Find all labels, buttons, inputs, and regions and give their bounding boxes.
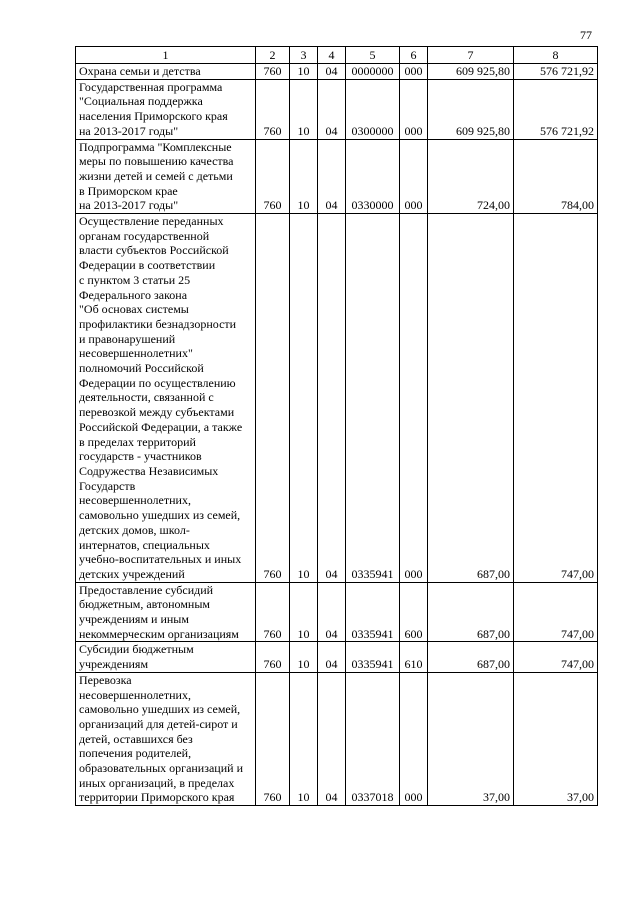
- row-code-expense-type: 000: [400, 79, 428, 139]
- row-amount-2: 37,00: [514, 672, 598, 805]
- column-header: 8: [514, 47, 598, 64]
- table-header-row: [76, 47, 598, 64]
- page-number: 77: [580, 28, 592, 42]
- row-amount-1: 687,00: [428, 642, 514, 672]
- row-code-expense-type: 000: [400, 139, 428, 214]
- row-amount-2: 747,00: [514, 214, 598, 583]
- row-name: Охрана семьи и детства: [76, 64, 256, 80]
- row-amount-2: 784,00: [514, 139, 598, 214]
- row-code-section: 10: [290, 79, 318, 139]
- row-amount-1: 609 925,80: [428, 64, 514, 80]
- row-code-expense-type: 000: [400, 672, 428, 805]
- row-code-subsection: 04: [318, 672, 346, 805]
- row-code-expense-type: 600: [400, 582, 428, 642]
- row-amount-1: 724,00: [428, 139, 514, 214]
- row-code-target: 0300000: [346, 79, 400, 139]
- table-row: [76, 79, 598, 139]
- row-code-ministry: 760: [256, 139, 290, 214]
- table-row: [76, 672, 598, 805]
- table-row: [76, 214, 598, 583]
- row-code-target: 0335941: [346, 642, 400, 672]
- column-header: 5: [346, 47, 400, 64]
- row-amount-1: 609 925,80: [428, 79, 514, 139]
- column-header: 2: [256, 47, 290, 64]
- row-name: Перевозка несовершеннолетних, самовольно ушедших из семей, организаций для детей-сирот и детей, оставшихся без попечения родителей, образовательных организаций и иных организаций, в пределах территории Приморского края: [76, 672, 256, 805]
- row-amount-2: 747,00: [514, 642, 598, 672]
- row-code-target: 0337018: [346, 672, 400, 805]
- row-name: Субсидии бюджетным учреждениям: [76, 642, 256, 672]
- row-code-section: 10: [290, 64, 318, 80]
- row-name: Государственная программа "Социальная поддержка населения Приморского края на 2013-2017 годы": [76, 79, 256, 139]
- column-header: 7: [428, 47, 514, 64]
- row-amount-1: 687,00: [428, 214, 514, 583]
- column-header: 1: [76, 47, 256, 64]
- table-row: [76, 139, 598, 214]
- row-code-subsection: 04: [318, 64, 346, 80]
- row-code-subsection: 04: [318, 139, 346, 214]
- row-code-expense-type: 000: [400, 214, 428, 583]
- row-code-target: 0335941: [346, 214, 400, 583]
- row-code-subsection: 04: [318, 79, 346, 139]
- row-code-section: 10: [290, 672, 318, 805]
- row-amount-1: 37,00: [428, 672, 514, 805]
- row-name: Осуществление переданных органам государственной власти субъектов Российской Федерации в соответствии с пунктом 3 статьи 25 Федерального закона "Об основах системы профилактики безнадзорности и правонарушений несовершеннолетних" полномочий Российской Федерации по осуществлению деятельности, связанной с перевозкой между субъектами Российской Федерации, а также в пределах территорий государств - участников Содружества Независимых Государств несовершеннолетних, самовольно ушедших из семей, детских домов, школ- интернатов, специальных учебно-воспитательных и иных детских учреждений: [76, 214, 256, 583]
- row-code-subsection: 04: [318, 642, 346, 672]
- row-code-ministry: 760: [256, 64, 290, 80]
- row-code-ministry: 760: [256, 642, 290, 672]
- row-code-target: 0330000: [346, 139, 400, 214]
- row-code-expense-type: 610: [400, 642, 428, 672]
- column-header: 4: [318, 47, 346, 64]
- row-code-section: 10: [290, 214, 318, 583]
- table-row: [76, 642, 598, 672]
- row-code-ministry: 760: [256, 214, 290, 583]
- row-amount-2: 576 721,92: [514, 64, 598, 80]
- row-amount-2: 747,00: [514, 582, 598, 642]
- row-name: Подпрограмма "Комплексные меры по повышению качества жизни детей и семей с детьми в Приморском крае на 2013-2017 годы": [76, 139, 256, 214]
- table-row: [76, 64, 598, 80]
- row-code-target: 0000000: [346, 64, 400, 80]
- column-header: 6: [400, 47, 428, 64]
- row-code-expense-type: 000: [400, 64, 428, 80]
- row-code-ministry: 760: [256, 79, 290, 139]
- column-header: 3: [290, 47, 318, 64]
- table-row: [76, 582, 598, 642]
- row-code-subsection: 04: [318, 582, 346, 642]
- row-code-ministry: 760: [256, 672, 290, 805]
- row-code-section: 10: [290, 582, 318, 642]
- row-code-subsection: 04: [318, 214, 346, 583]
- row-name: Предоставление субсидий бюджетным, автономным учреждениям и иным некоммерческим организациям: [76, 582, 256, 642]
- row-amount-1: 687,00: [428, 582, 514, 642]
- budget-table: [75, 46, 598, 806]
- row-code-ministry: 760: [256, 582, 290, 642]
- row-code-target: 0335941: [346, 582, 400, 642]
- row-amount-2: 576 721,92: [514, 79, 598, 139]
- row-code-section: 10: [290, 139, 318, 214]
- row-code-section: 10: [290, 642, 318, 672]
